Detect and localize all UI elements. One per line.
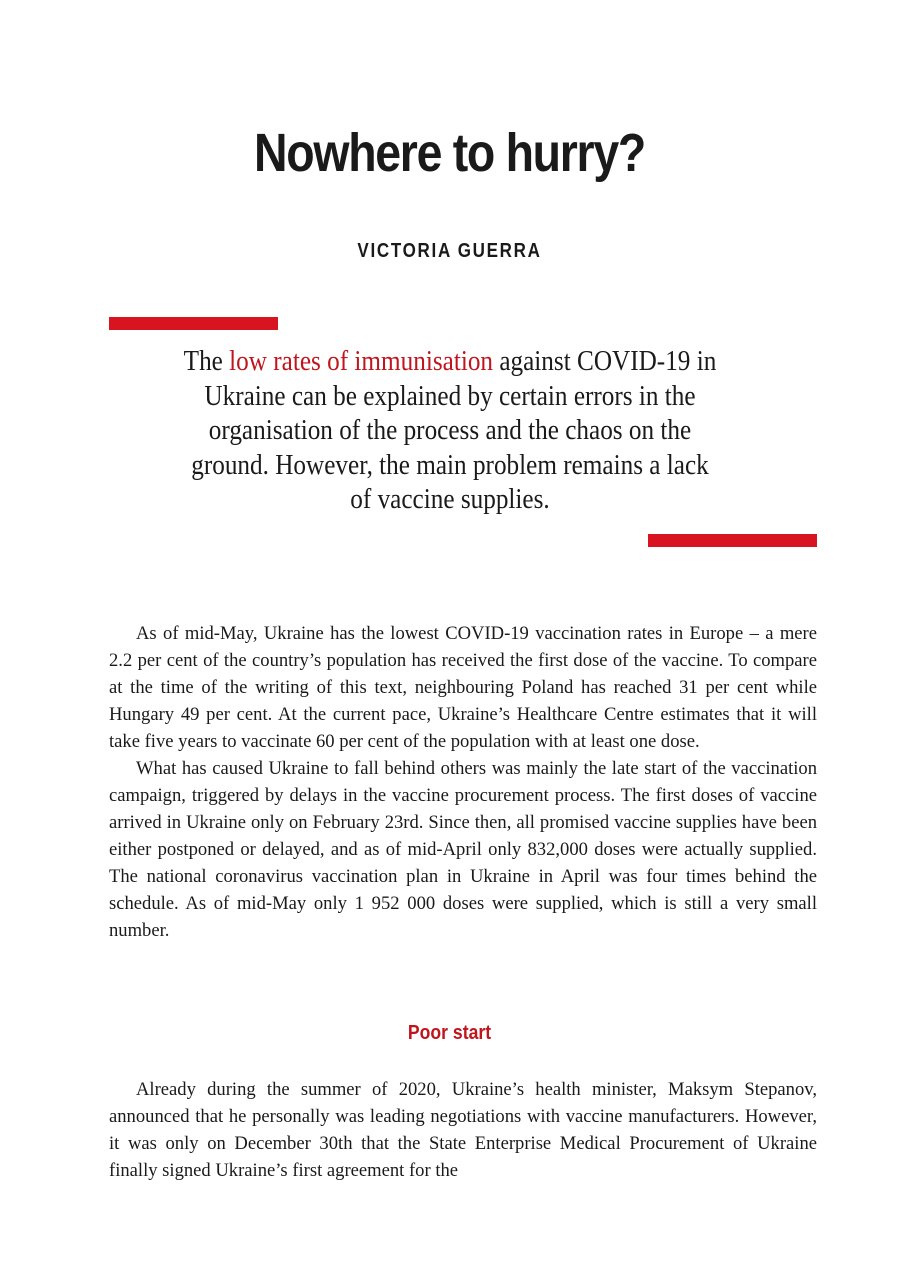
accent-bar-top	[109, 317, 278, 330]
article-body-intro	[109, 620, 817, 944]
accent-bar-bottom	[648, 534, 817, 547]
lede-text-end: against COVID-19 in Ukraine can be explained by certain errors in the organisation of the process and the chaos on the ground. However, the main problem remains a lack of vaccine supplies.	[191, 346, 717, 515]
section-heading: Poor start	[407, 1022, 492, 1044]
article-body-section	[109, 1076, 817, 1184]
body-paragraph: What has caused Ukraine to fall behind others was mainly the late start of the vaccination campaign, triggered by delays in the vaccine procurement process. The first doses of vaccine arrived in Ukraine only on February 23rd. Since then, all promised vaccine supplies have been either postponed or delayed, and as of mid-April only 832,000 doses were actually supplied. The national coronavirus vaccination plan in Ukraine in April was four times behind the schedule. As of mid-May only 1 952 000 doses were supplied, which is still a very small number.	[109, 758, 817, 941]
lede-highlight: low rates of immunisation	[229, 346, 494, 377]
body-paragraph: As of mid-May, Ukraine has the lowest COVID-19 vaccination rates in Europe – a mere 2.2 per cent of the country’s population has received the first dose of the vaccine. To compare at the time of the writing of this text, neighbouring Poland has reached 31 per cent while Hungary 49 per cent. At the current pace, Ukraine’s Healthcare Centre estimates that it will take five years to vaccinate 60 per cent of the population with at least one dose.	[109, 623, 817, 752]
body-paragraph: Already during the summer of 2020, Ukraine’s health minister, Maksym Stepanov, announced that he personally was leading negotiations with vaccine manufacturers. However, it was only on December 30th that the State Enterprise Medical Procurement of Ukraine finally signed Ukraine’s first agreement for the	[109, 1079, 817, 1181]
lede-paragraph	[180, 345, 720, 518]
article-title: Nowhere to hurry?	[254, 123, 645, 183]
lede-text-start: The	[183, 346, 230, 377]
author-byline: VICTORIA GUERRA	[357, 240, 542, 262]
